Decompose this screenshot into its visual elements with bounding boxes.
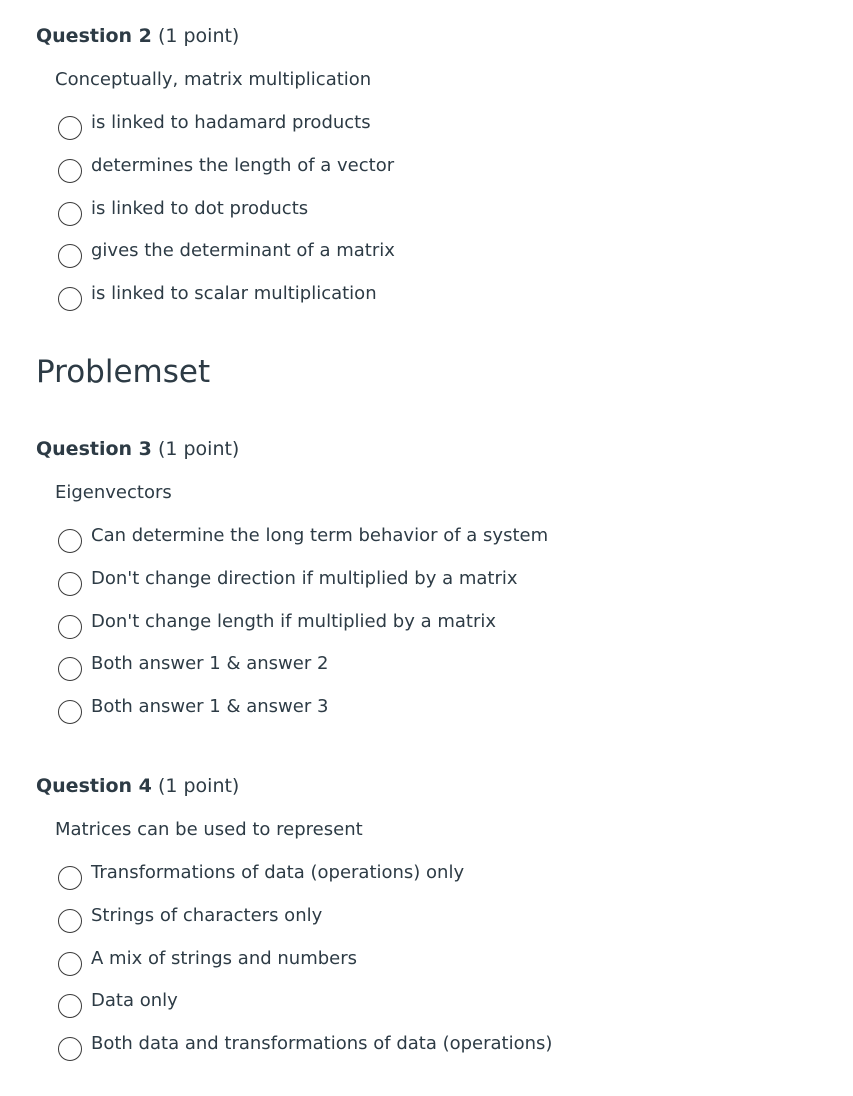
radio-button[interactable] [58, 615, 82, 639]
answer-option[interactable] [58, 1032, 552, 1075]
answer-label[interactable]: is linked to hadamard products [91, 112, 371, 133]
radio-button[interactable] [58, 287, 82, 311]
answer-label[interactable]: Data only [91, 990, 178, 1012]
answer-options [58, 861, 552, 1075]
radio-button[interactable] [58, 116, 82, 140]
answer-option[interactable] [58, 861, 552, 904]
radio-button[interactable] [58, 244, 82, 268]
answer-label[interactable]: determines the length of a vector [91, 154, 395, 176]
answer-label[interactable]: Both answer 1 & answer 2 [91, 653, 329, 675]
answer-option[interactable] [58, 282, 395, 325]
radio-button[interactable] [58, 159, 82, 183]
radio-button[interactable] [58, 657, 82, 681]
section-title: Problemset [36, 354, 211, 390]
answer-option[interactable] [58, 154, 395, 197]
answer-option[interactable] [58, 610, 548, 653]
question-points: (1 point) [157, 25, 240, 47]
answer-option[interactable] [58, 695, 548, 738]
question-points: (1 point) [157, 775, 240, 797]
question-prompt: Conceptually, matrix multiplication [55, 69, 372, 90]
answer-label[interactable]: is linked to dot products [91, 197, 309, 219]
answer-label[interactable]: A mix of strings and numbers [91, 947, 358, 969]
answer-options [58, 524, 548, 738]
radio-button[interactable] [58, 952, 82, 976]
answer-label[interactable]: Transformations of data (operations) only [91, 862, 465, 883]
question-number: Question 4 [36, 775, 152, 797]
answer-label[interactable]: Strings of characters only [91, 904, 323, 926]
answer-label[interactable]: Both answer 1 & answer 3 [91, 696, 329, 717]
question-title [36, 774, 239, 798]
answer-option[interactable] [58, 197, 395, 240]
radio-button[interactable] [58, 1037, 82, 1061]
question-points: (1 point) [157, 438, 240, 460]
answer-label[interactable]: Both data and transformations of data (operations) [91, 1033, 553, 1054]
radio-button[interactable] [58, 866, 82, 890]
answer-options [58, 111, 395, 325]
answer-label[interactable]: gives the determinant of a matrix [91, 240, 395, 262]
answer-label[interactable]: is linked to scalar multiplication [91, 283, 377, 304]
radio-button[interactable] [58, 529, 82, 553]
answer-option[interactable] [58, 989, 552, 1032]
question-prompt: Matrices can be used to represent [55, 819, 363, 840]
radio-button[interactable] [58, 700, 82, 724]
answer-label[interactable]: Don't change length if multiplied by a matrix [91, 610, 497, 632]
answer-option[interactable] [58, 239, 395, 282]
answer-option[interactable] [58, 524, 548, 567]
answer-option[interactable] [58, 111, 395, 154]
answer-option[interactable] [58, 947, 552, 990]
answer-label[interactable]: Can determine the long term behavior of a system [91, 525, 549, 546]
answer-option[interactable] [58, 904, 552, 947]
radio-button[interactable] [58, 909, 82, 933]
question-number: Question 2 [36, 25, 152, 47]
radio-button[interactable] [58, 572, 82, 596]
radio-button[interactable] [58, 994, 82, 1018]
question-number: Question 3 [36, 438, 152, 460]
answer-label[interactable]: Don't change direction if multiplied by a matrix [91, 567, 518, 589]
answer-option[interactable] [58, 567, 548, 610]
answer-option[interactable] [58, 652, 548, 695]
question-title [36, 24, 239, 48]
radio-button[interactable] [58, 202, 82, 226]
question-prompt: Eigenvectors [55, 482, 172, 503]
question-title [36, 437, 239, 461]
